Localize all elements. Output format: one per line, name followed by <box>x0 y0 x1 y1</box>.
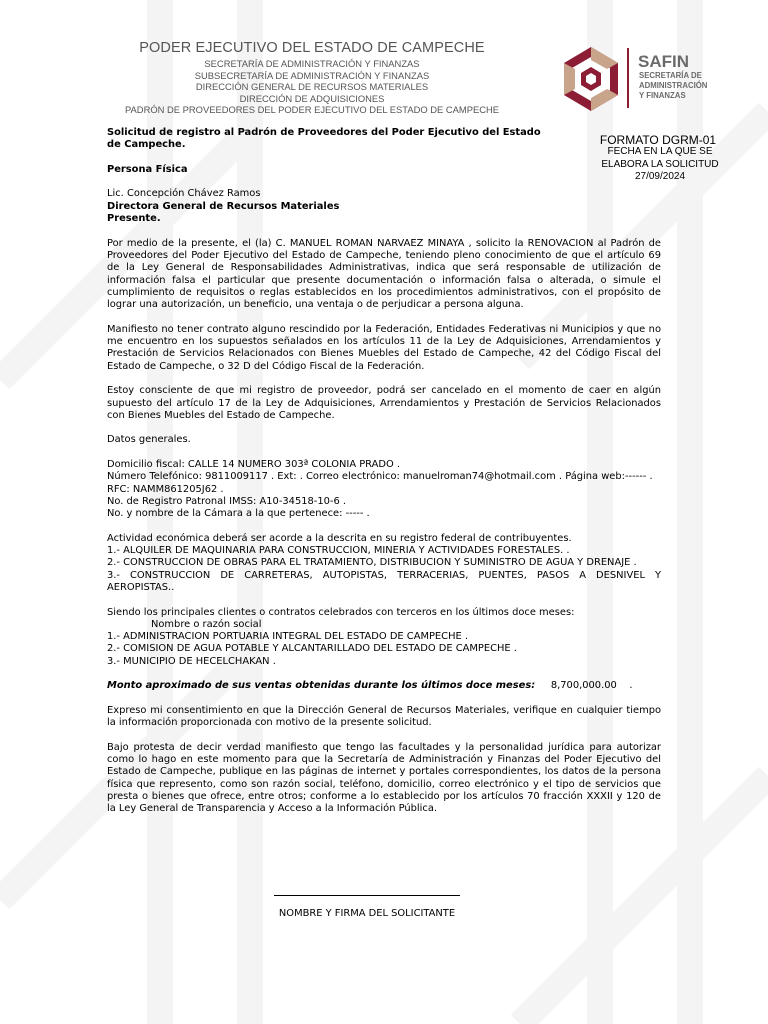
form-code: FORMATO DGRM-01 <box>599 133 717 147</box>
sales-label: Monto aproximado de sus ventas obtenidas durante los últimos doce meses: <box>107 680 536 692</box>
header-line: SECRETARÍA DE ADMINISTRACIÓN Y FINANZAS <box>204 58 420 69</box>
recipient-title: Directora General de Recursos Materiales <box>107 200 340 212</box>
logo-subtitle-line: Y FINANZAS <box>639 91 686 100</box>
paragraph-consent: Expreso mi consentimiento en que la Dirección General de Recursos Materiales, verifique en cualquier tiempo la información proporcionada con motivo de la presente solicitud. <box>107 704 661 729</box>
recipient-presente: Presente. <box>107 213 161 225</box>
logo-subtitle-line: ADMINISTRACIÓN <box>639 81 708 90</box>
letter-body <box>107 127 661 816</box>
recipient-name: Lic. Concepción Chávez Ramos <box>107 188 261 200</box>
logo-divider <box>627 48 629 108</box>
rfc-line: RFC: NAMM861205J62 . <box>107 483 224 495</box>
chamber-line: No. y nombre de la Cámara a la que pertenece: ----- . <box>107 508 370 520</box>
request-date: 27/09/2024 <box>634 171 686 182</box>
sales-value: 8,700,000.00 . <box>535 680 633 692</box>
date-label-line: ELABORA LA SOLICITUD <box>601 158 719 170</box>
paragraph-request: Por medio de la presente, el (la) C. MANUEL ROMAN NARVAEZ MINAYA , solicito la RENOVACION al Padrón de Proveedores del Poder Ejecutivo del Estado de Campeche, teniendo pleno conocimiento de que el artículo 69 de la Ley General de Responsabilidades Administrativas, indica que será responsable de utilización de información falsa el particular que presente documentación o información falsa o alterada, o simule el cumplimiento de requisitos o reglas establecidos en los procedimientos administrativos, con el propósito de lograr una autorización, un beneficio, una ventaja o de perjudicar a persona alguna. <box>107 237 661 311</box>
header-line: DIRECCIÓN DE ADQUISICIONES <box>239 92 385 104</box>
activity-item: 1.- ALQUILER DE MAQUINARIA PARA CONSTRUCCION, MINERIA Y ACTIVIDADES FORESTALES. . <box>107 545 570 557</box>
signature-line <box>274 895 460 896</box>
safin-logo-icon <box>556 44 626 114</box>
logo-subtitle-line: SECRETARÍA DE <box>639 71 702 80</box>
logo-subtitle <box>639 71 707 101</box>
clients-column-header: Nombre o razón social <box>151 618 262 630</box>
imss-line: No. de Registro Patronal IMSS: A10-34518-10-6 . <box>107 495 347 507</box>
activity-item: 2.- CONSTRUCCION DE OBRAS PARA EL TRATAMIENTO, DISTRIBUCION Y SUMINISTRO DE AGUA Y DRENAJE . <box>107 557 637 569</box>
client-item: 2.- COMISION DE AGUA POTABLE Y ALCANTARILLADO DEL ESTADO DE CAMPECHE . <box>107 643 517 655</box>
activity-intro: Actividad económica deberá ser acorde a la descrita en su registro federal de contribuyentes. <box>107 532 572 544</box>
letter-subject: Solicitud de registro al Padrón de Proveedores del Poder Ejecutivo del Estado de Campeche. <box>107 127 541 151</box>
client-item: 1.- ADMINISTRACION PORTUARIA INTEGRAL DEL ESTADO DE CAMPECHE . <box>107 631 469 643</box>
sales-line <box>107 680 661 692</box>
header-line: DIRECCIÓN GENERAL DE RECURSOS MATERIALES <box>195 81 429 92</box>
paragraph-protest: Bajo protesta de decir verdad manifiesto que tengo las facultades y la personalidad jurídica para autorizar como lo hago en este momento para que la Secretaría de Administración y Finanzas del Poder Ejecutivo del Estado de Campeche, publique en las páginas de internet y portales correspondientes, los datos de la persona física que represento, como son razón social, teléfono, domicilio, correo electrónico y el tipo de servicios que presta o bienes que ofrece, entre otros; conforme a lo establecido por los artículos 70 fracción XXXII y 120 de la Ley General de Transparencia y Acceso a la Información Pública. <box>107 741 661 815</box>
header-subtitles <box>100 58 524 116</box>
general-data-heading: Datos generales. <box>107 434 191 446</box>
signature-label: NOMBRE Y FIRMA DEL SOLICITANTE <box>278 908 456 919</box>
person-type: Persona Física <box>107 163 188 175</box>
header-line: PADRÓN DE PROVEEDORES DEL PODER EJECUTIVO DEL ESTADO DE CAMPECHE <box>124 104 500 115</box>
header-line: SUBSECRETARÍA DE ADMINISTRACIÓN Y FINANZAS <box>194 69 430 81</box>
activity-item: 3.- CONSTRUCCION DE CARRETERAS, AUTOPISTAS, TERRACERIAS, PUENTES, PASOS A DESNIVEL Y AEROPISTAS.. <box>107 569 661 593</box>
date-label-line: FECHA EN LA QUE SE <box>607 146 713 157</box>
clients-intro: Siendo los principales clientes o contratos celebrados con terceros en los últimos doce meses: <box>107 606 575 618</box>
header-title: PODER EJECUTIVO DEL ESTADO DE CAMPECHE <box>139 40 485 56</box>
client-item: 3.- MUNICIPIO DE HECELCHAKAN . <box>107 655 276 667</box>
paragraph-no-rescission: Manifiesto no tener contrato alguno rescindido por la Federación, Entidades Federativas ni Municipios y que no me encuentro en los supuestos señalados en los artículos 11 de la Ley de Adquisiciones, Arrendamientos y Prestación de Servicios Relacionados con Bienes Muebles del Estado de Campeche, 42 del Código Fiscal del Estado de Campeche, o 32 D del Código Fiscal de la Federación. <box>107 323 661 372</box>
fiscal-address: Domicilio fiscal: CALLE 14 NUMERO 303ª COLONIA PRADO . <box>107 459 401 471</box>
paragraph-cancellation: Estoy consciente de que mi registro de proveedor, podrá ser cancelado en el momento de caer en algún supuesto del artículo 17 de la Ley de Adquisiciones, Arrendamientos y Prestación de Servicios Relacionados con Bienes Muebles del Estado de Campeche. <box>107 385 661 421</box>
phone-email-line: Número Telefónico: 9811009117 . Ext: . Correo electrónico: manuelroman74@hotmail.com . Página web:------ . <box>107 471 653 483</box>
logo-wordmark: SAFIN <box>638 52 689 71</box>
